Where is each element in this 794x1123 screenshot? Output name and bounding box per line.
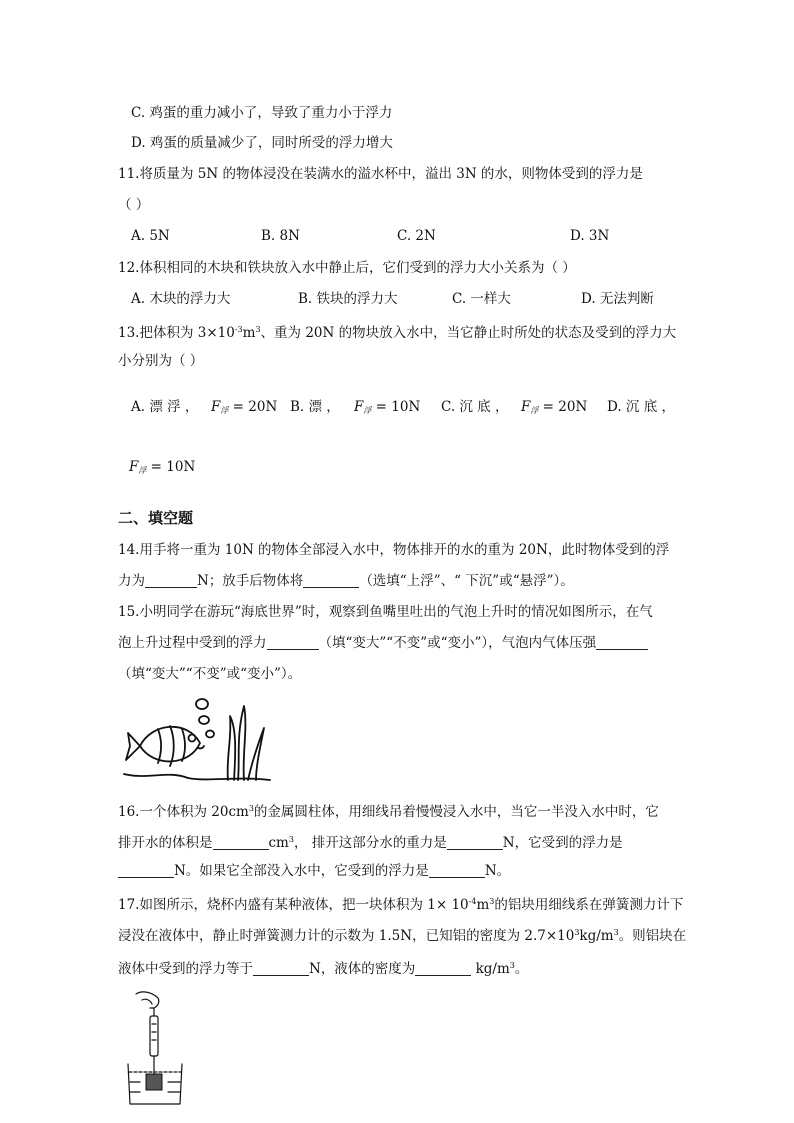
q10-option-c: C. 鸡蛋的重力减小了，导致了重力小于浮力 <box>131 105 393 121</box>
section-fill-in-title: 二、填空题 <box>118 509 194 527</box>
bubble-medium <box>199 716 209 724</box>
q16-stem-line1: 16.一个体积为 $20cm^3$的金属圆柱体，用细线吊着慢慢浸入水中，当它一半没入水中时，它 <box>118 804 659 820</box>
q15-blank-1[interactable] <box>267 635 319 650</box>
q15-stem-line2: 泡上升过程中受到的浮力 （填“变大”“不变”或“变小”），气泡内气体压强 <box>118 634 648 652</box>
spring-scale-beaker-figure <box>122 990 186 1108</box>
q17-stem-line2: 浸没在液体中，静止时弹簧测力计的示数为 1.5N，已知铝的密度为 $2.7\times 10^3kg/m^3$。则铝块在 <box>118 928 687 944</box>
q13-option-b-label: B. 漂 ， <box>290 399 340 415</box>
q14-stem-line2: 力为 N；放手后物体将 （选填“上浮”、“ 下沉”或“悬浮”）。 <box>118 573 574 589</box>
spring-scale <box>150 1016 158 1056</box>
q11-option-c: C. 2N <box>397 228 436 244</box>
q14-stem-line1: 14.用手将一重为 10N 的物体全部浸入水中，物体排开的水的重为 20N，此时物体受到的浮 <box>118 542 670 558</box>
q14-blank-1[interactable] <box>145 573 197 588</box>
q13-option-d-label: D. 沉 底 ， <box>607 399 676 415</box>
q11-stem-line2: （ ） <box>118 197 150 213</box>
q16-blank-1[interactable] <box>213 835 269 850</box>
q10-option-d: D. 鸡蛋的质量减少了，同时所受的浮力增大 <box>131 135 393 151</box>
q13-stem-line1: 13.把体积为 $3\times 10^{-3}m^3$、重为 20N 的物块放入水中，当它静止时所处的状态及受到的浮力大 <box>118 325 677 341</box>
q16-blank-4[interactable] <box>429 863 485 878</box>
q12-stem: 12.体积相同的木块和铁块放入水中静止后，它们受到的浮力大小关系为（ ） <box>118 260 576 276</box>
q17-blank-1[interactable] <box>253 961 309 976</box>
q16-stem-line2: 排开水的体积是 $cm^3$， 排开这部分水的重力是 N，它受到的浮力是 <box>118 835 623 851</box>
q15-stem-line3: （填“变大”“不变”或“变小”）。 <box>118 666 302 682</box>
q13-stem-line2: 小分别为（ ） <box>118 353 204 369</box>
q11-stem-line1: 11.将质量为 5N 的物体浸没在装满水的溢水杯中，溢出 3N 的水，则物体受到的浮力是 <box>118 166 643 182</box>
q13-option-d-formula: $F_浮 = 10N$ <box>129 459 196 475</box>
q12-option-a: A. 木块的浮力大 <box>131 291 231 307</box>
q16-blank-3[interactable] <box>118 863 174 878</box>
q11-option-b: B. 8N <box>261 228 300 244</box>
q17-stem-line3: 液体中受到的浮力等于 N，液体的密度为 $kg/m^3$。 <box>118 961 529 977</box>
q13-option-c-formula: $F_浮 = 20N$ <box>521 399 588 415</box>
q13-option-a-label: A. 漂 浮 ， <box>131 399 199 415</box>
aluminum-block <box>146 1074 162 1090</box>
q12-option-b: B. 铁块的浮力大 <box>298 291 398 307</box>
q11-option-d: D. 3N <box>570 228 610 244</box>
fish-bubbles-figure <box>118 688 278 788</box>
q13-option-a-formula: $F_浮 = 20N$ <box>211 399 278 415</box>
q14-blank-2[interactable] <box>303 573 359 588</box>
q12-option-c: C. 一样大 <box>452 291 511 307</box>
q16-blank-2[interactable] <box>447 835 503 850</box>
bubble-large <box>196 699 208 709</box>
q13-option-b-formula: $F_浮 = 10N$ <box>354 399 421 415</box>
q11-option-a: A. 5N <box>131 228 170 244</box>
q15-blank-2[interactable] <box>596 635 648 650</box>
q13-option-c-label: C. 沉 底 ， <box>441 399 509 415</box>
q17-stem-line1: 17.如图所示，烧杯内盛有某种液体，把一块体积为 $1\times 10^{-4}m^3$的铝块用细线系在弹簧测力计下 <box>118 897 684 913</box>
q17-blank-2[interactable] <box>415 961 471 976</box>
q16-stem-line3: N。如果它全部没入水中，它受到的浮力是 N。 <box>118 862 510 880</box>
q15-stem-line1: 15.小明同学在游玩“海底世界”时，观察到鱼嘴里吐出的气泡上升时的情况如图所示，在气 <box>118 604 653 620</box>
q12-option-d: D. 无法判断 <box>581 291 654 307</box>
bubble-small <box>206 731 214 738</box>
fish-body <box>140 727 200 762</box>
